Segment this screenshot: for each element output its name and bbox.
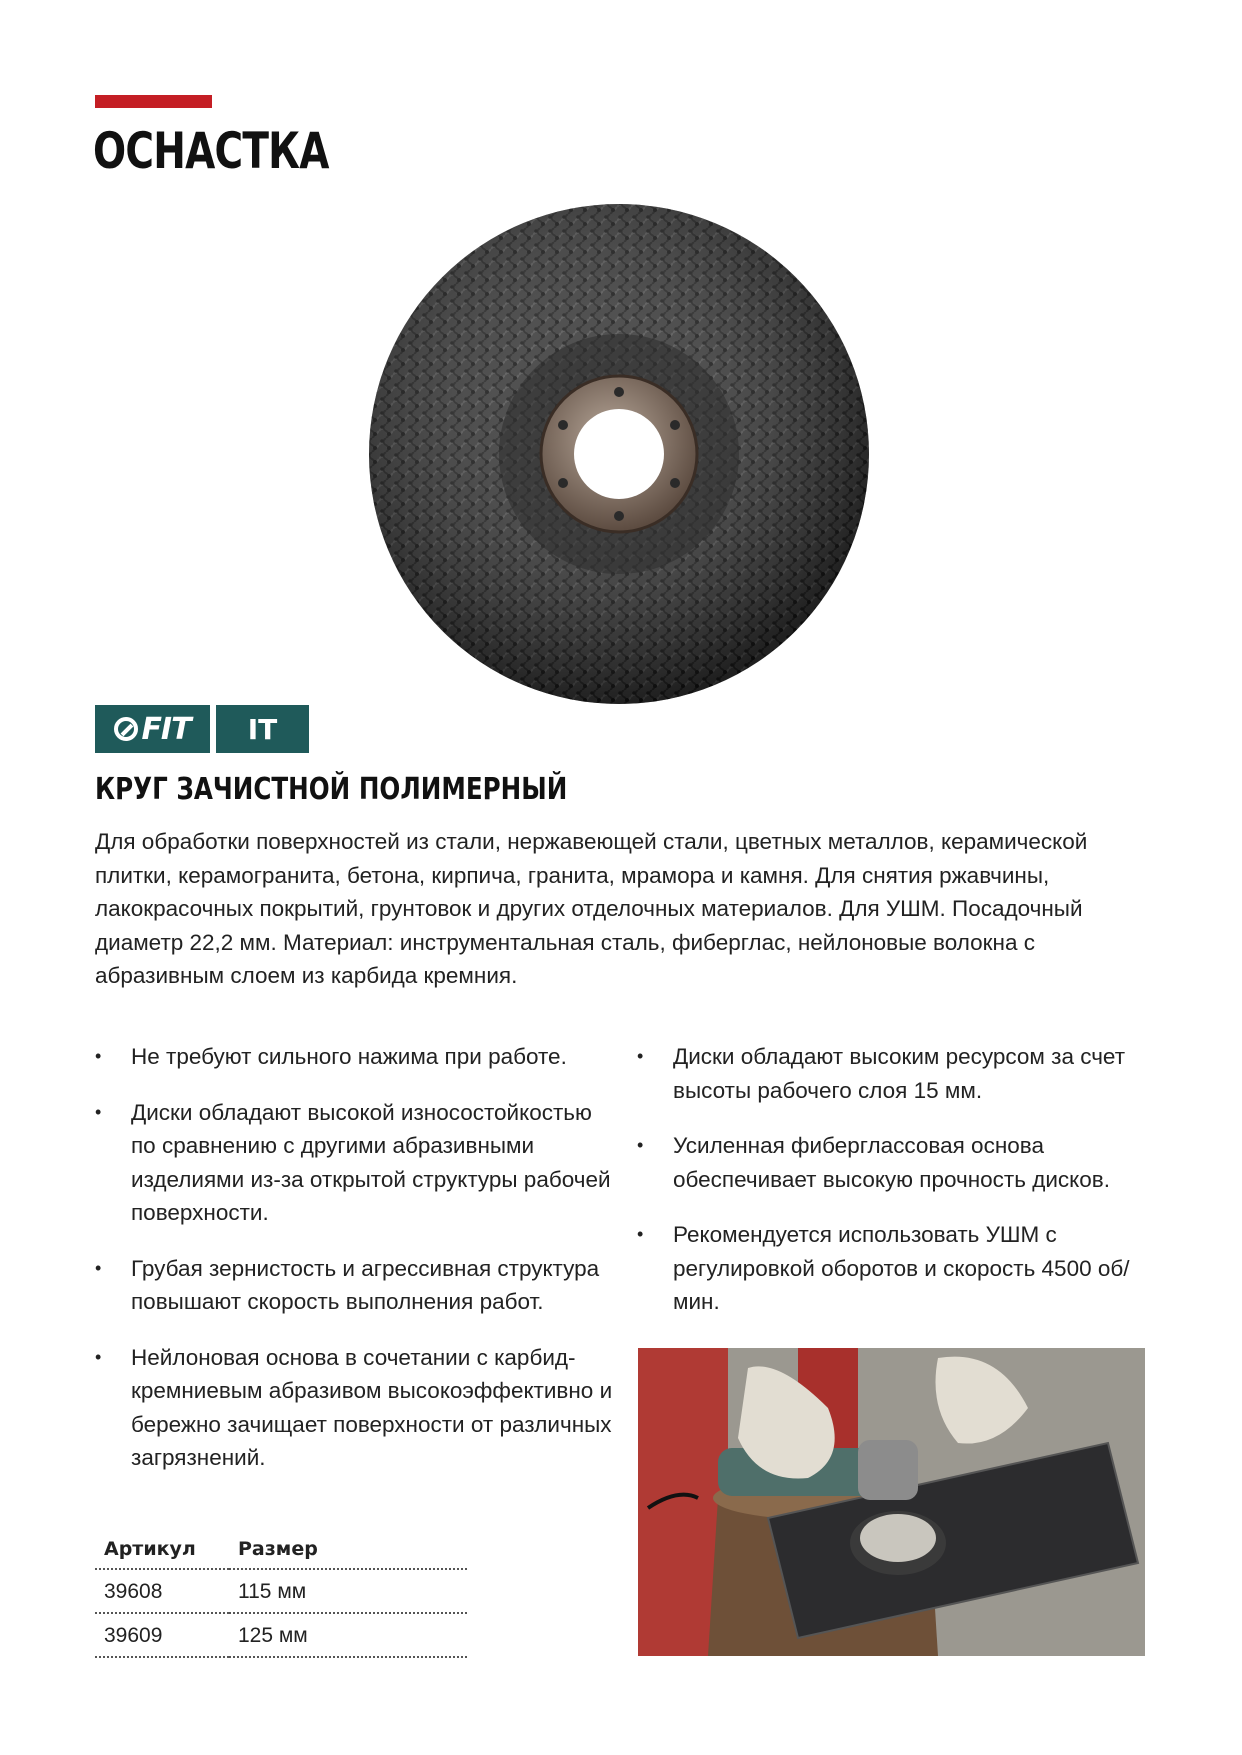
brand-logo xyxy=(95,705,309,753)
column-header-size: Размер xyxy=(229,1528,467,1569)
sub-brand-badge: IT xyxy=(216,705,309,753)
feature-item: • Не требуют сильного нажима при работе. xyxy=(95,1040,615,1074)
features-left xyxy=(95,1040,615,1497)
feature-item: • Диски обладают высокой износостойкостью по сравнению с другими абразивными изделиями из-за открытой структуры рабочей поверхности. xyxy=(95,1096,615,1230)
table-header-row xyxy=(95,1528,467,1569)
grinder-in-use-photo xyxy=(638,1348,1145,1656)
fit-mark-icon xyxy=(114,717,138,741)
feature-item: • Нейлоновая основа в сочетании с карбид-кремниевым абразивом высокоэффективно и бережно зачищает поверхности от различных загрязнений. xyxy=(95,1341,615,1475)
column-header-article: Артикул xyxy=(95,1528,229,1569)
accent-bar xyxy=(95,95,212,108)
product-title: КРУГ ЗАЧИСТНОЙ ПОЛИМЕРНЫЙ xyxy=(95,772,568,807)
size-cell: 115 мм xyxy=(229,1569,467,1613)
table-row xyxy=(95,1569,467,1613)
features-right xyxy=(637,1040,1137,1341)
size-cell: 125 мм xyxy=(229,1613,467,1657)
article-cell: 39608 xyxy=(95,1569,229,1613)
feature-item: • Диски обладают высоким ресурсом за счет высоты рабочего слоя 15 мм. xyxy=(637,1040,1137,1107)
product-description: Для обработки поверхностей из стали, нержавеющей стали, цветных металлов, керамической плитки, керамогранита, бетона, кирпича, гранита, мрамора и камня. Для снятия ржавчины, лакокрасочных покрытий, грунтовок и других отделочных материалов. Для УШМ. Посадочный диаметр 22,2 мм. Материал: инструментальная сталь, фиберглас, нейлоновые волокна с абразивным слоем из карбида кремния. xyxy=(95,829,1088,988)
fit-logo xyxy=(95,705,210,753)
feature-item: • Грубая зернистость и агрессивная структура повышают скорость выполнения работ. xyxy=(95,1252,615,1319)
section-title: ОСНАСТКА xyxy=(93,122,329,180)
table-row xyxy=(95,1613,467,1657)
feature-item: • Рекомендуется использовать УШМ с регулировкой оборотов и скорость 4500 об/мин. xyxy=(637,1218,1137,1319)
feature-item: • Усиленная фиберглассовая основа обеспечивает высокую прочность дисков. xyxy=(637,1129,1137,1196)
abrasive-disc-image xyxy=(365,200,873,708)
disc-illustration xyxy=(365,200,873,708)
spec-table xyxy=(95,1528,467,1658)
article-cell: 39609 xyxy=(95,1613,229,1657)
fit-logo-text: FIT xyxy=(141,711,191,747)
photo-illustration xyxy=(638,1348,1145,1656)
